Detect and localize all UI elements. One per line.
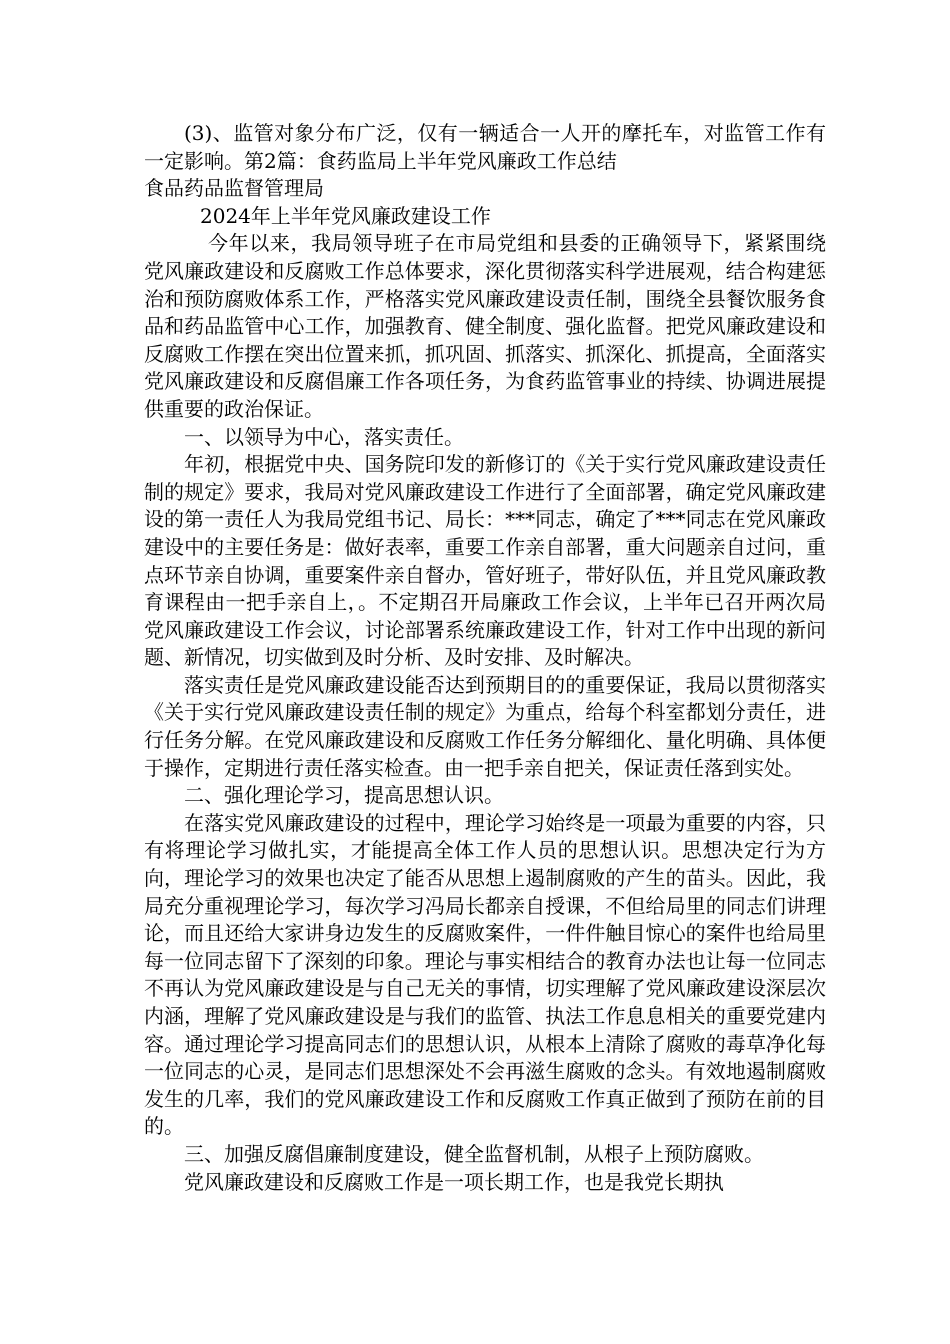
section-heading-2: 二、强化理论学习，提高思想认识。 [184,783,504,808]
paragraph-section-1a: 年初，根据党中央、国务院印发的新修订的《关于实行党风廉政建设责任制的规定》要求，我局对党风廉政建设工作进行了全面部署，确定党风廉政建设的第一责任人为我局党组书记、局长：***同志，确定了***同志在党风廉政建设中的主要任务是：做好表率，重要工作亲自部署，重大问题亲自过问，重点环节亲自协调，重要案件亲自督办，管好班子，带好队伍，并且党风廉政教育课程由一把手亲自上，。不定期召开局廉政工作会议，上半年已召开两次局党风廉政建设工作会议，讨论部署系统廉政建设工作，针对工作中出现的新问题、新情况，切实做到及时分析、及时安排、及时解决。 [144,452,826,670]
paragraph-section-2: 在落实党风廉政建设的过程中，理论学习始终是一项最为重要的内容，只有将理论学习做扎实，才能提高全体工作人员的思想认识。思想决定行为方向，理论学习的效果也决定了能否从思想上遏制腐败的产生的苗头。因此，我局充分重视理论学习，每次学习冯局长都亲自授课，不但给局里的同志们讲理论，而且还给大家讲身边发生的反腐败案件，一件件触目惊心的案件也给局里每一位同志留下了深刻的印象。理论与事实相结合的教育办法也让每一位同志不再认为党风廉政建设是与自己无关的事情，切实理解了党风廉政建设深层次内涵，理解了党风廉政建设是与我们的监管、执法工作息息相关的重要党建内容。通过理论学习提高同志们的思想认识，从根本上清除了腐败的毒草净化每一位同志的心灵，是同志们思想深处不会再滋生腐败的念头。有效地遏制腐败发生的几率，我们的党风廉政建设工作和反腐败工作真正做到了预防在前的目的。 [144,810,826,1139]
document-title: 2024年上半年党风廉政建设工作 [200,203,491,228]
paragraph-section-3: 党风廉政建设和反腐败工作是一项长期工作，也是我党长期执 [184,1169,724,1194]
paragraph-agency: 食品药品监督管理局 [144,176,324,201]
section-heading-1: 一、以领导为中心，落实责任。 [184,424,464,449]
paragraph-overview: 今年以来，我局领导班子在市局党组和县委的正确领导下，紧紧围绕党风廉政建设和反腐败工作总体要求，深化贯彻落实科学进展观，结合构建惩治和预防腐败体系工作，严格落实党风廉政建设责任制，围绕全县餐饮服务食品和药品监管中心工作，加强教育、健全制度、强化监督。把党风廉政建设和反腐败工作摆在突出位置来抓，抓巩固、抓落实、抓深化、抓提高，全面落实党风廉政建设和反腐倡廉工作各项任务，为食药监管事业的持续、协调进展提供重要的政治保证。 [144,231,826,421]
paragraph-section-1b: 落实责任是党风廉政建设能否达到预期目的的重要保证，我局以贯彻落实《关于实行党风廉政建设责任制的规定》为重点，给每个科室都划分责任，进行任务分解。在党风廉政建设和反腐败工作任务分解细化、量化明确、具体便于操作，定期进行责任落实检查。由一把手亲自把关，保证责任落到实处。 [144,672,826,780]
paragraph-intro: (3)、监管对象分布广泛，仅有一辆适合一人开的摩托车，对监管工作有一定影响。第2篇：食药监局上半年党风廉政工作总结 [144,121,826,173]
document-page [144,120,826,1196]
section-heading-3: 三、加强反腐倡廉制度建设，健全监督机制，从根子上预防腐败。 [184,1141,764,1166]
